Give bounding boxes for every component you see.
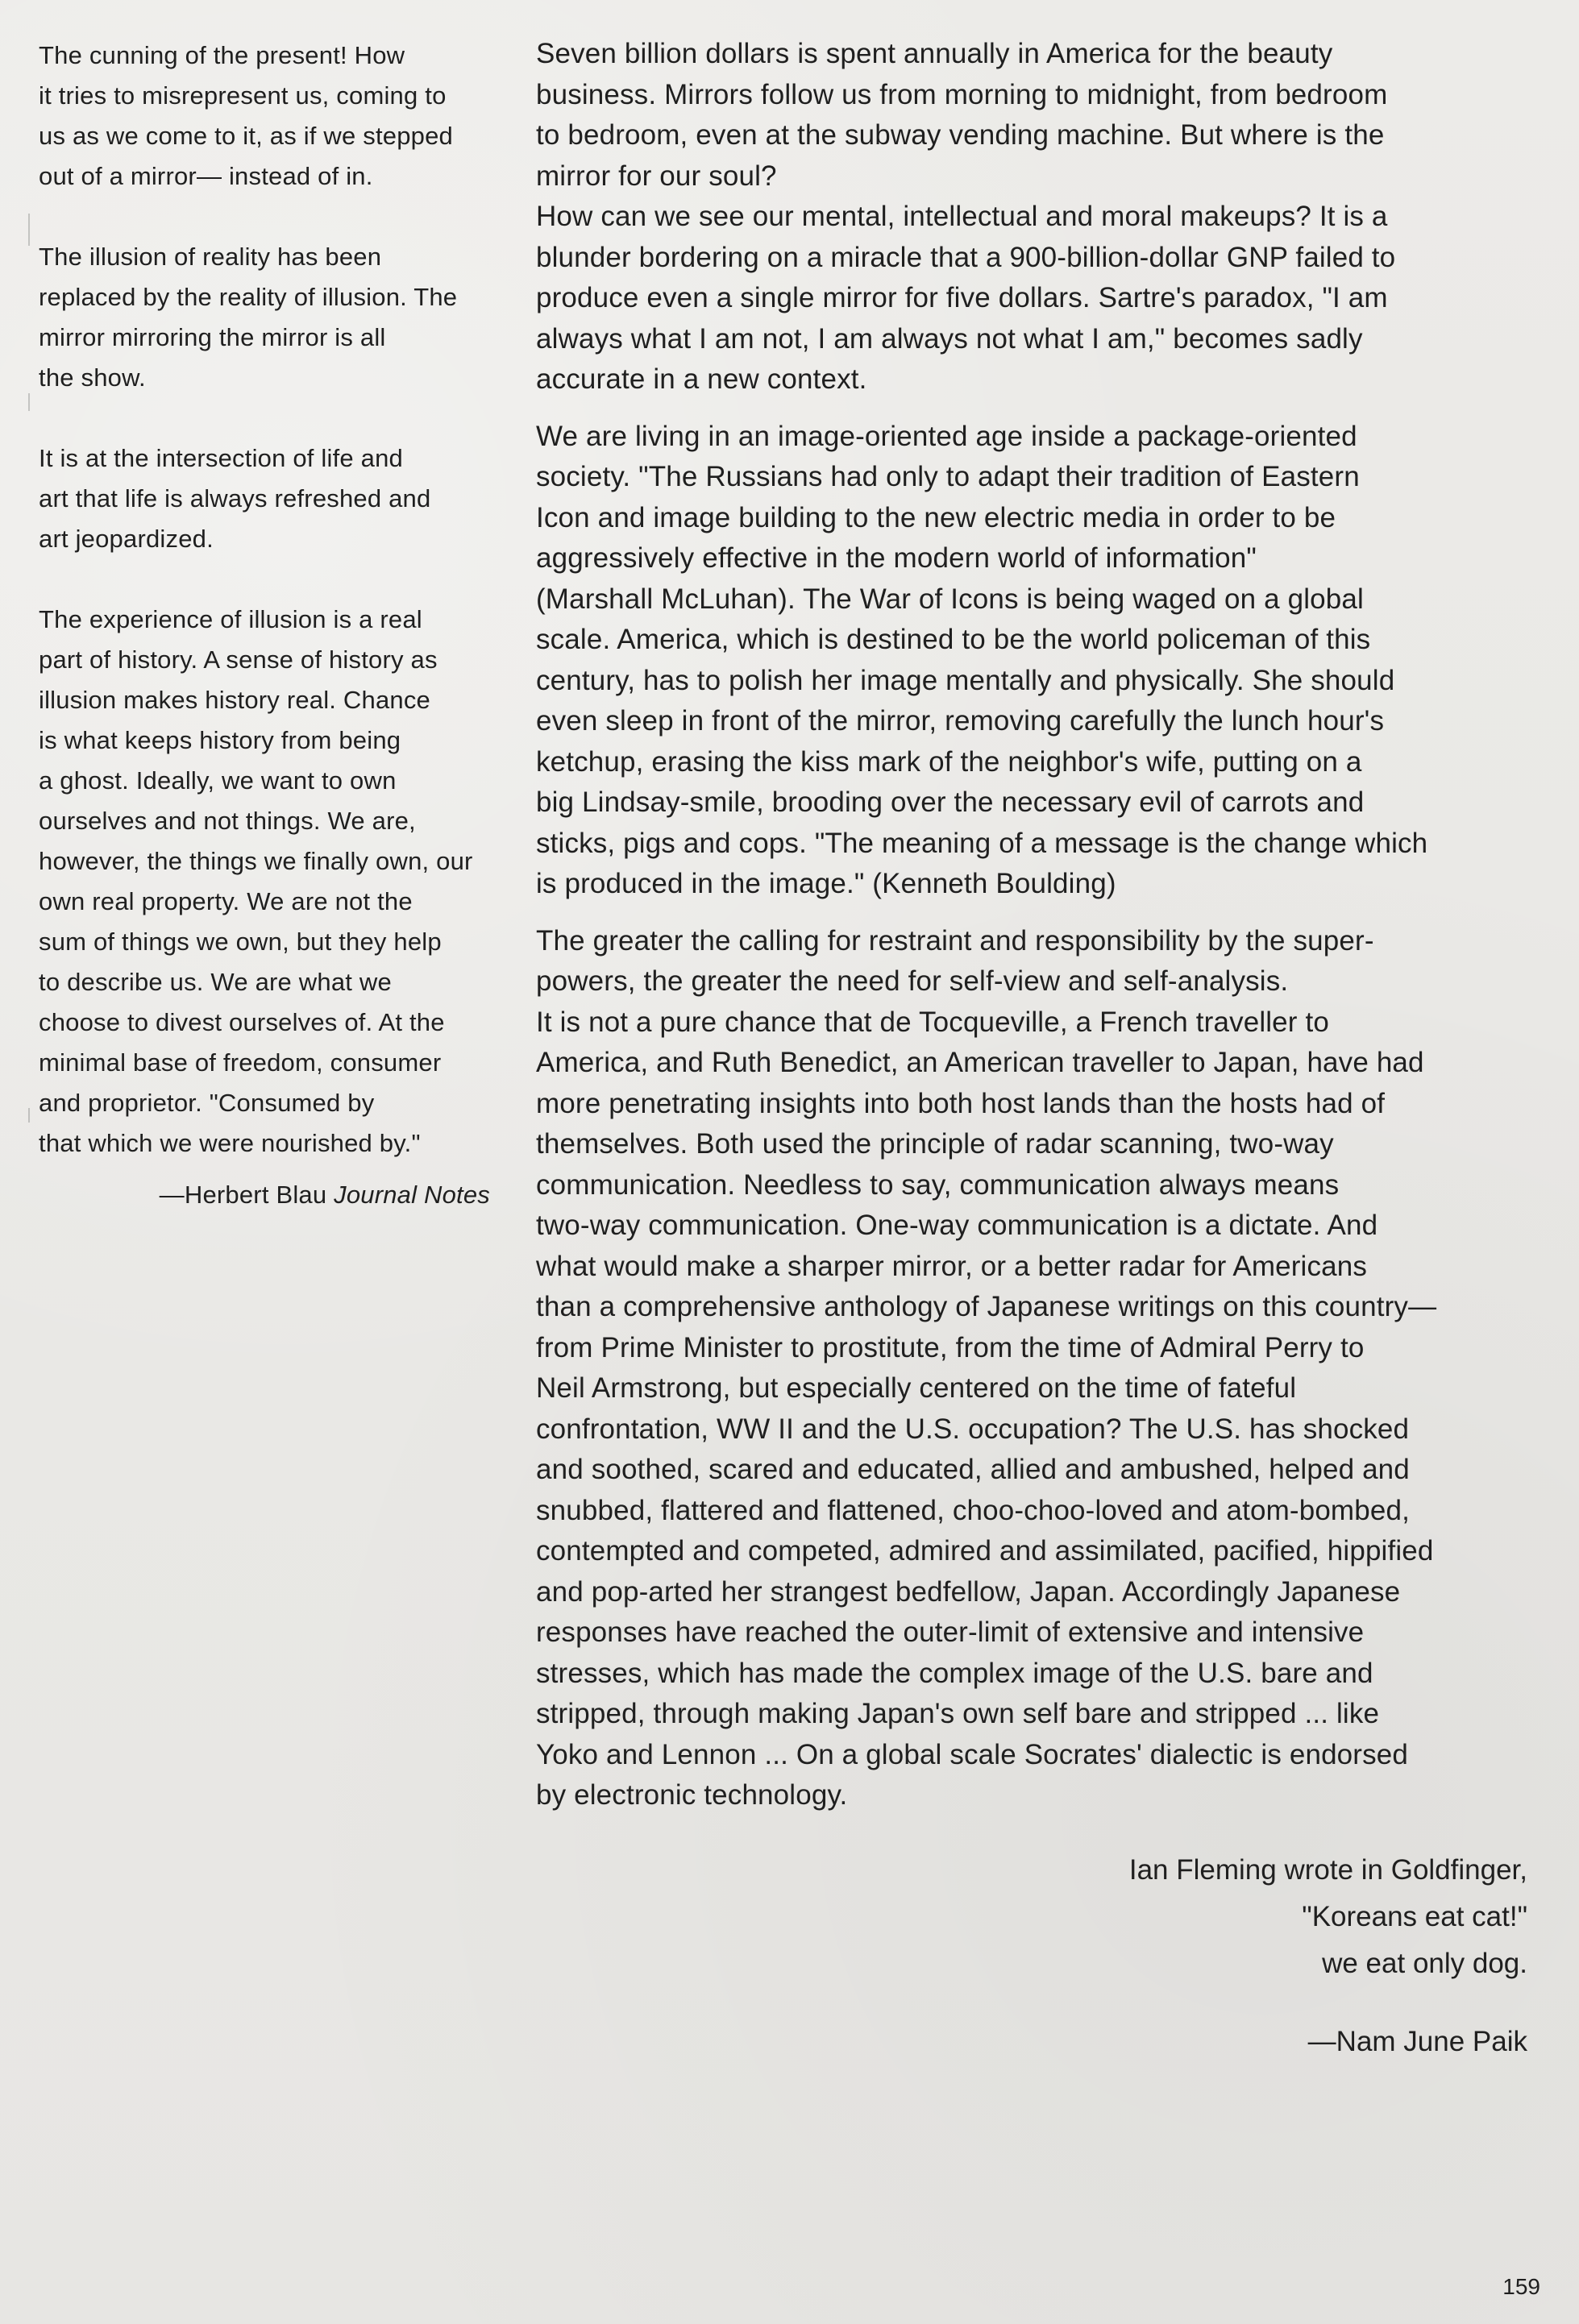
sidebar-attribution — [39, 1178, 490, 1212]
sidebar-block: The illusion of reality has been replaced by the reality of illusion. The mirror mirroring the mirror is all the show. — [39, 243, 458, 392]
sidebar-block: It is at the intersection of life and art that life is always refreshed and art jeopardized. — [39, 444, 431, 553]
main-paragraph: Seven billion dollars is spent annually in America for the beauty business. Mirrors follow us from morning to midnight, from bedroom to bedroom, even at the subway vending machine. But where is the mirror for our soul? How can we see our mental, intellectual and moral makeups? It is a blunder bordering on a miracle that a 900-billion-dollar GNP failed to produce even a single mirror for five dollars. Sartre's paradox, "I am always what I am not, I am always not what I am," becomes sadly accurate in a new context. — [536, 38, 1396, 395]
left-edge-mark — [28, 393, 30, 411]
page-number: 159 — [1502, 2274, 1540, 2299]
attribution-author: —Herbert Blau — [159, 1181, 334, 1209]
closing-quote: Ian Fleming wrote in Goldfinger, "Koreans eat cat!" we eat only dog. — [1128, 1854, 1527, 1979]
sidebar-block: The experience of illusion is a real part of history. A sense of history as illusion makes history real. Chance is what keeps history from being a ghost. Ideally, we want to own ourselves and not things. We are, however, the things we finally own, our own real property. We are not the sum of things we own, but they help to describe us. We are what we choose to divest ourselves of. At the minimal base of freedom, consumer and proprietor. "Consumed by that which we were nourished by." — [39, 605, 473, 1157]
main-paragraph: We are living in an image-oriented age inside a package-oriented society. "The Russians had only to adapt their tradition of Eastern Icon and image building to the new electric media in order to be aggressively effective in the modern world of information" (Marshall McLuhan). The War of Icons is being waged on a global scale. America, which is destined to be the world policeman of this century, has to polish her image mentally and physically. She should even sleep in front of the mirror, removing carefully the lunch hour's ketchup, erasing the kiss mark of the neighbor's wife, putting on a big Lindsay-smile, brooding over the necessary evil of carrots and sticks, pigs and cops. "The meaning of a message is the change which is produced in the image." (Kenneth Boulding) — [536, 420, 1428, 899]
signature: —Nam June Paik — [1307, 2026, 1527, 2057]
main-text — [536, 34, 1527, 1816]
sidebar-block: The cunning of the present! How it tries to misrepresent us, coming to us as we come to it, as if we stepped out of a mirror— instead of in. — [39, 41, 453, 190]
left-edge-mark — [28, 214, 30, 246]
attribution-source: Journal Notes — [334, 1181, 490, 1209]
left-edge-mark — [28, 1108, 30, 1123]
main-paragraph: The greater the calling for restraint and responsibility by the super- powers, the greater the need for self-view and self-analysis. It is not a pure chance that de Tocqueville, a French traveller to America, and Ruth Benedict, an American traveller to Japan, have had more penetrating insights into both host lands than the hosts had of themselves. Both used the principle of radar scanning, two-way communication. Needless to say, communication always means two-way communication. One-way communication is a dictate. And what would make a sharper mirror, or a better radar for Americans than a comprehensive anthology of Japanese writings on this country— from Prime Minister to prostitute, from the time of Admiral Perry to Neil Armstrong, but especially centered on the time of fateful confrontation, WW II and the U.S. occupation? The U.S. has shocked and soothed, scared and educated, allied and ambushed, helped and snubbed, flattered and flattened, choo-choo-loved and atom-bombed, contempted and competed, admired and assimilated, pacified, hippified and pop-arted her strangest bedfellow, Japan. Accordingly Japanese responses have reached the outer-limit of extensive and intensive stresses, which has made the complex image of the U.S. bare and stripped, through making Japan's own self bare and stripped ... like Yoko and Lennon ... On a global scale Socrates' dialectic is endorsed by electronic technology. — [536, 924, 1437, 1811]
sidebar-quotes — [39, 35, 498, 1212]
